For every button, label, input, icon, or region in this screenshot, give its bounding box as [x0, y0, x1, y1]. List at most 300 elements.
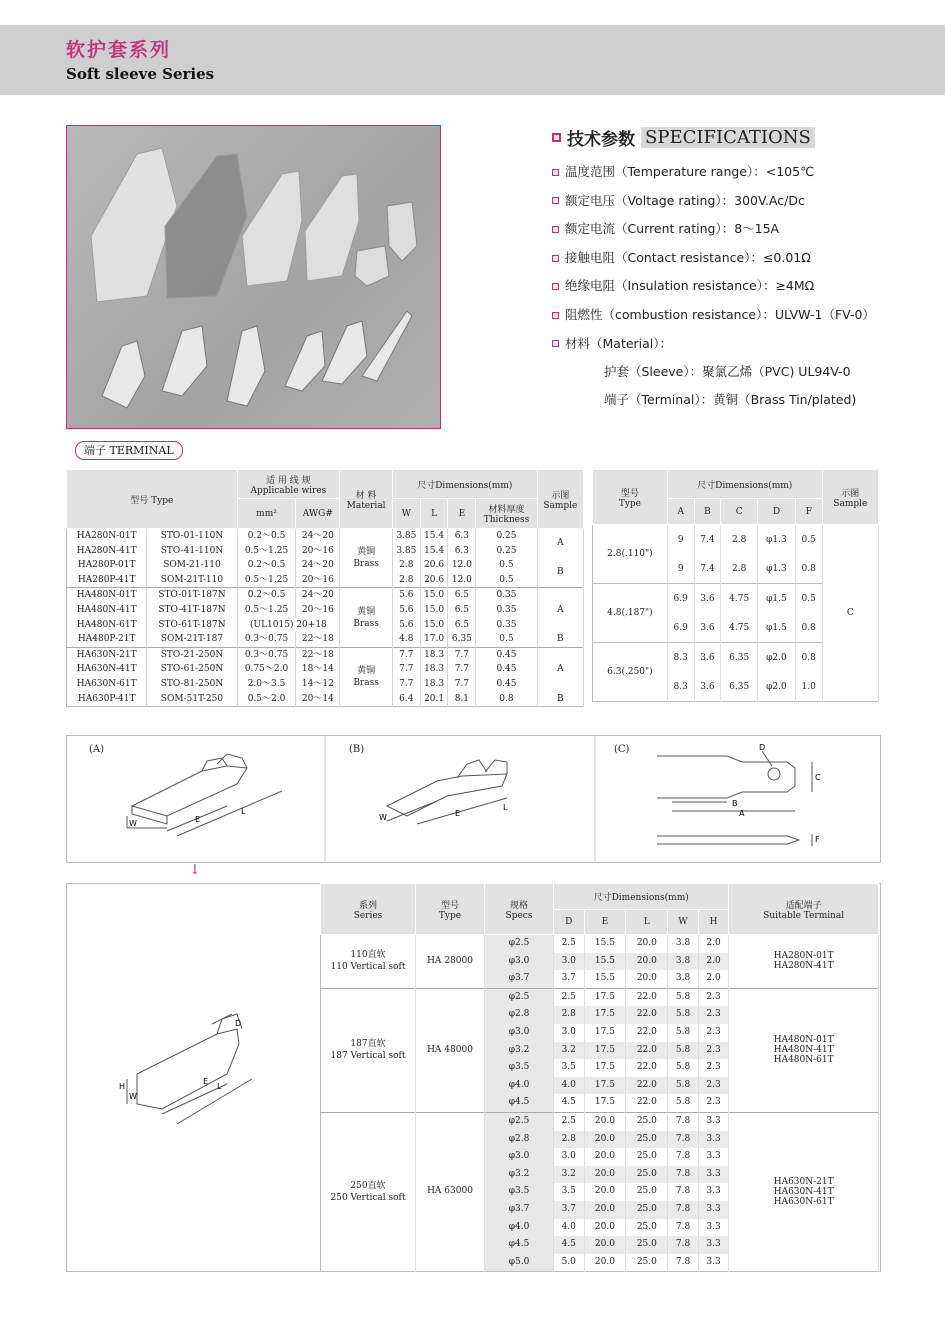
mat-en: Brass	[353, 677, 379, 688]
diagram-drawings	[67, 736, 880, 862]
cell-value: 3.3	[698, 1131, 729, 1149]
cell-value: 3.5	[554, 1183, 585, 1201]
cell-value: 2.3	[698, 1006, 729, 1024]
cell-e: 12.0	[448, 573, 476, 588]
cell-w: 5.6	[392, 603, 420, 618]
cell-value: 2.0	[698, 953, 729, 971]
cell-spec: φ3.2	[485, 1042, 554, 1060]
cell-thick: 0.5	[476, 632, 537, 647]
cell-series	[321, 988, 416, 1112]
cell-value: 3.3	[698, 1254, 729, 1272]
suitable-terminal: HA630N-21T	[773, 1177, 834, 1188]
cell-value: 3.2	[554, 1166, 585, 1184]
cell-value: 22.0	[626, 1024, 668, 1042]
cell-value: 2.3	[698, 1077, 729, 1095]
terminal-table-body	[67, 529, 584, 707]
cell-value: 0.8	[795, 613, 822, 643]
cell-value: 3.3	[698, 1166, 729, 1184]
cell-value: 2.5	[554, 935, 585, 953]
cell-value: 3.8	[668, 970, 699, 988]
table-row	[67, 603, 584, 618]
cell-value: 2.5	[554, 1112, 585, 1130]
th-thick-cn: 材料厚度	[488, 505, 525, 515]
th-sample-cn: 示图	[551, 490, 570, 501]
spec-item	[552, 244, 892, 273]
bullet-icon	[552, 133, 561, 142]
cell-type: HA 63000	[416, 1112, 485, 1271]
cell-value: 4.75	[721, 613, 758, 643]
cell-value: 25.0	[626, 1148, 668, 1166]
th-sample-en: Sample	[543, 500, 578, 511]
dim-l-label: L	[241, 807, 246, 816]
cell-part: HA480N-01T	[67, 588, 147, 603]
tab-terminal-table	[592, 469, 879, 702]
cell-value: 3.7	[554, 1201, 585, 1219]
cell-type: STO-61-250N	[147, 662, 237, 677]
cell-value: 3.3	[698, 1236, 729, 1254]
cell-l: 15.0	[420, 618, 448, 633]
cell-value: φ2.0	[758, 643, 796, 673]
cell-value: 3.0	[554, 953, 585, 971]
table-row	[67, 677, 584, 692]
cell-thick: 0.25	[476, 544, 537, 559]
cell-mm: 0.2～0.5	[237, 529, 296, 544]
cell-value: 2.3	[698, 1042, 729, 1060]
spec-title	[552, 125, 892, 150]
th-dim: 尺寸Dimensions(mm)	[417, 480, 513, 491]
spec-text: 材料（Material）：	[565, 335, 673, 351]
sleeve-drawing	[67, 884, 317, 1271]
cell-value: 17.5	[584, 1077, 626, 1095]
cell-value: 3.3	[698, 1201, 729, 1219]
title-en: Soft sleeve Series	[66, 65, 215, 83]
cell-type: STO-41-110N	[147, 544, 237, 559]
cell-awg: 20～16	[296, 544, 340, 559]
suitable-terminal: HA480N-61T	[773, 1055, 834, 1066]
cell-value: 20.0	[584, 1183, 626, 1201]
th-e: E	[458, 508, 466, 519]
cell-l: 18.3	[420, 647, 448, 662]
cell-l: 15.0	[420, 603, 448, 618]
cell-w: 2.8	[392, 558, 420, 573]
cell-spec: φ3.0	[485, 1148, 554, 1166]
cell-thick: 0.45	[476, 677, 537, 692]
cell-awg: 24～20	[296, 588, 340, 603]
spec-item	[552, 272, 892, 301]
spec-item	[552, 215, 892, 244]
dim-b-label: B	[732, 799, 738, 808]
th-f: F	[805, 506, 812, 517]
cell-value: 20.0	[626, 970, 668, 988]
cell-spec: φ2.5	[485, 935, 554, 953]
dim-h-label: H	[119, 1082, 126, 1091]
cell-type: STO-21-250N	[147, 647, 237, 662]
cell-awg: 22～18	[296, 647, 340, 662]
cell-value: 7.8	[668, 1112, 699, 1130]
cell-mm: 0.5～1.25	[237, 603, 296, 618]
cell-value: 17.5	[584, 1042, 626, 1060]
cell-type: SOM-21T-187	[147, 632, 237, 647]
th-type-cn: 型号	[440, 900, 459, 911]
cell-w: 7.7	[392, 677, 420, 692]
th-sample-cn: 示图	[841, 488, 860, 499]
th-suit-cn: 适配端子	[785, 900, 822, 911]
cell-value: 2.0	[698, 935, 729, 953]
cell-value: 3.8	[668, 953, 699, 971]
cell-value: 7.8	[668, 1148, 699, 1166]
cell-sample: A	[537, 647, 583, 691]
th-d: D	[565, 917, 573, 927]
cell-value: 20.0	[584, 1254, 626, 1272]
cell-value: 2.8	[721, 525, 758, 555]
cell-value: 7.8	[668, 1131, 699, 1149]
cell-w: 3.85	[392, 544, 420, 559]
cell-part: HA630N-41T	[67, 662, 147, 677]
cell-value: 4.0	[554, 1219, 585, 1237]
terminal-table	[66, 469, 584, 707]
cell-value: 22.0	[626, 1059, 668, 1077]
cell-l: 18.3	[420, 662, 448, 677]
cell-suitable	[729, 988, 879, 1112]
th-mat-en: Material	[346, 500, 386, 511]
cell-value: 3.7	[554, 970, 585, 988]
cell-value: 7.8	[668, 1219, 699, 1237]
cell-awg: 20～16	[296, 573, 340, 588]
cell-value: 9	[667, 525, 694, 555]
spec-terminal: 端子（Terminal）：黄铜（Brass Tin/plated)	[604, 392, 857, 408]
cell-type: 4.8(.187")	[593, 584, 668, 643]
table-row	[67, 662, 584, 677]
spec-sleeve: 护套（Sleeve）：聚氯乙烯（PVC) UL94V-0	[604, 364, 851, 380]
cell-mm: 0.75～2.0	[237, 662, 296, 677]
diagram-b-label: (B)	[349, 744, 365, 755]
cell-awg: 20～14	[296, 692, 340, 707]
cell-thick: 0.5	[476, 573, 537, 588]
cell-value: 0.5	[795, 525, 822, 555]
mat-cn: 黄铜	[357, 547, 376, 558]
spec-text: 绝缘电阻（Insulation resistance）：≥4MΩ	[565, 278, 815, 294]
arrow-down-icon: ↓	[189, 862, 201, 878]
cell-spec: φ2.8	[485, 1131, 554, 1149]
cell-value: 22.0	[626, 1094, 668, 1112]
cell-part: HA480N-61T	[67, 618, 147, 633]
cell-value: 3.3	[698, 1112, 729, 1130]
table-row	[67, 529, 584, 544]
cell-value: 25.0	[626, 1112, 668, 1130]
cell-series	[321, 935, 416, 989]
dim-d-label: D	[759, 743, 766, 752]
cell-part: HA630N-21T	[67, 647, 147, 662]
suitable-terminal: HA480N-41T	[773, 1045, 834, 1056]
cell-value: 5.8	[668, 1006, 699, 1024]
th-mm: mm²	[256, 508, 277, 519]
series-en: 110 Vertical soft	[330, 962, 406, 973]
th-thick-en: Thickness	[483, 515, 530, 525]
cell-sample: B	[537, 632, 583, 647]
cell-spec: φ3.5	[485, 1059, 554, 1077]
cell-value: 2.3	[698, 1059, 729, 1077]
cell-mm: 0.3～0.75	[237, 647, 296, 662]
series-cn: 110直软	[350, 950, 386, 961]
cell-value: 17.5	[584, 1006, 626, 1024]
cell-mm: 0.3～0.75	[237, 632, 296, 647]
cell-w: 5.6	[392, 588, 420, 603]
th-l: L	[643, 917, 650, 927]
cell-value: 2.8	[554, 1006, 585, 1024]
th-awg: AWG#	[302, 508, 333, 519]
spec-item	[552, 301, 892, 330]
cell-material	[340, 529, 393, 588]
cell-value: 7.8	[668, 1201, 699, 1219]
table-row	[321, 988, 879, 1006]
spec-item	[552, 330, 892, 359]
cell-value: 25.0	[626, 1166, 668, 1184]
cell-l: 15.0	[420, 588, 448, 603]
cell-value: 3.6	[694, 643, 721, 673]
product-photo-drawing	[67, 126, 440, 428]
cell-e: 6.3	[448, 544, 476, 559]
cell-value: 5.8	[668, 988, 699, 1006]
cell-type: HA 48000	[416, 988, 485, 1112]
product-photo	[66, 125, 441, 429]
th-type-cn: 型号	[620, 488, 639, 499]
dim-e-label: E	[455, 809, 461, 818]
cell-thick: 0.5	[476, 558, 537, 573]
cell-value: 7.8	[668, 1236, 699, 1254]
cell-sample: A	[537, 529, 583, 559]
bullet-icon	[552, 340, 559, 347]
cell-value: 7.8	[668, 1166, 699, 1184]
dim-d-label: D	[235, 1019, 242, 1028]
cell-value: 22.0	[626, 1042, 668, 1060]
cell-value: 3.0	[554, 1024, 585, 1042]
series-en: 250 Vertical soft	[330, 1193, 406, 1204]
cell-w: 5.6	[392, 618, 420, 633]
cell-l: 20.6	[420, 573, 448, 588]
th-type-en: Type	[438, 910, 462, 921]
cell-value: 0.8	[795, 643, 822, 673]
title-cn: 软护套系列	[66, 39, 172, 61]
cell-value: 2.5	[554, 988, 585, 1006]
cell-value: 9	[667, 554, 694, 584]
cell-part: HA630P-41T	[67, 692, 147, 707]
cell-part: HA280N-01T	[67, 529, 147, 544]
bullet-icon	[552, 283, 559, 290]
cell-part: HA480N-41T	[67, 603, 147, 618]
cell-l: 20.1	[420, 692, 448, 707]
table-row	[67, 588, 584, 603]
cell-awg: 24～20	[296, 558, 340, 573]
series-cn: 250直软	[350, 1181, 386, 1192]
bullet-icon	[552, 197, 559, 204]
spec-title-cn: 技术参数	[567, 130, 635, 150]
th-d: D	[772, 506, 781, 517]
dim-w-label: W	[129, 1092, 137, 1101]
cell-value: 6.35	[721, 672, 758, 702]
cell-value: 0.5	[795, 584, 822, 614]
cell-value: 20.0	[584, 1166, 626, 1184]
cell-sample: C	[822, 525, 878, 702]
suitable-terminal: HA480N-01T	[773, 1035, 834, 1046]
cell-value: 25.0	[626, 1131, 668, 1149]
spec-item	[552, 158, 892, 187]
cell-value: 6.9	[667, 584, 694, 614]
cell-e: 8.1	[448, 692, 476, 707]
terminal-tag: 端子 TERMINAL	[75, 441, 183, 460]
cell-sample: B	[537, 558, 583, 588]
cell-type: SOM-51T-250	[147, 692, 237, 707]
cell-value: φ1.3	[758, 554, 796, 584]
th-mat-cn: 材 料	[355, 490, 377, 501]
th-specs-cn: 规格	[509, 900, 528, 911]
cell-spec: φ5.0	[485, 1254, 554, 1272]
suitable-terminal: HA280N-41T	[773, 961, 834, 972]
cell-w: 7.7	[392, 662, 420, 677]
cell-e: 7.7	[448, 677, 476, 692]
spec-text: 阻燃性（combustion resistance）：ULVW-1（FV-0）	[565, 306, 875, 322]
cell-suitable	[729, 1112, 879, 1271]
cell-spec: φ4.5	[485, 1094, 554, 1112]
cell-value: 20.0	[584, 1148, 626, 1166]
cell-thick: 0.35	[476, 588, 537, 603]
cell-value: 3.6	[694, 672, 721, 702]
cell-value: 20.0	[584, 1131, 626, 1149]
table-row	[593, 525, 879, 555]
spec-text: 额定电压（Voltage rating）：300V.Ac/Dc	[565, 192, 805, 208]
cell-value: 7.8	[668, 1183, 699, 1201]
cell-type: STO-81-250N	[147, 677, 237, 692]
cell-w: 2.8	[392, 573, 420, 588]
cell-value: 1.0	[795, 672, 822, 702]
cell-awg: 22～18	[296, 632, 340, 647]
th-series-en: Series	[353, 910, 383, 921]
cell-value: 5.8	[668, 1094, 699, 1112]
cell-spec: φ2.5	[485, 988, 554, 1006]
cell-value: 22.0	[626, 1006, 668, 1024]
cell-mm: 0.5～1.25	[237, 544, 296, 559]
suitable-terminal: HA630N-41T	[773, 1187, 834, 1198]
cell-l: 20.6	[420, 558, 448, 573]
cell-value: 15.5	[584, 970, 626, 988]
cell-value: 25.0	[626, 1254, 668, 1272]
cell-spec: φ3.2	[485, 1166, 554, 1184]
cell-value: 25.0	[626, 1183, 668, 1201]
cell-spec: φ4.5	[485, 1236, 554, 1254]
cell-value: 20.0	[584, 1219, 626, 1237]
cell-value: 15.5	[584, 953, 626, 971]
cell-value: 20.0	[584, 1201, 626, 1219]
table-row	[67, 544, 584, 559]
cell-series	[321, 1112, 416, 1271]
cell-part: HA630N-61T	[67, 677, 147, 692]
bullet-icon	[552, 169, 559, 176]
cell-value: 0.8	[795, 554, 822, 584]
cell-value: 22.0	[626, 1077, 668, 1095]
bullet-icon	[552, 255, 559, 262]
cell-l: 17.0	[420, 632, 448, 647]
cell-value: 5.8	[668, 1024, 699, 1042]
dim-f-label: F	[815, 835, 820, 844]
cell-e: 6.5	[448, 588, 476, 603]
cell-spec: φ4.0	[485, 1219, 554, 1237]
cell-value: 3.6	[694, 584, 721, 614]
bullet-icon	[552, 226, 559, 233]
suitable-terminal: HA280N-01T	[773, 951, 834, 962]
series-en: 187 Vertical soft	[330, 1051, 406, 1062]
cell-value: 2.8	[554, 1131, 585, 1149]
th-a: A	[677, 506, 684, 517]
dim-w-label: W	[129, 819, 137, 828]
th-specs-en: Specs	[505, 910, 533, 921]
table-row	[67, 573, 584, 588]
table-row	[67, 618, 584, 633]
mat-cn: 黄铜	[357, 606, 376, 617]
dim-e-label: E	[203, 1077, 209, 1086]
cell-value: 7.4	[694, 525, 721, 555]
cell-material	[340, 588, 393, 647]
cell-value: 4.75	[721, 584, 758, 614]
cell-spec: φ3.7	[485, 970, 554, 988]
cell-w: 3.85	[392, 529, 420, 544]
mat-cn: 黄铜	[357, 665, 376, 676]
cell-spec: φ3.0	[485, 953, 554, 971]
spec-text: 额定电流（Current rating）：8～15A	[565, 221, 780, 237]
cell-value: 3.3	[698, 1219, 729, 1237]
cell-mm: 2.0～3.5	[237, 677, 296, 692]
diagram-panel	[66, 735, 881, 863]
table-row	[67, 632, 584, 647]
cell-value: 6.35	[721, 643, 758, 673]
cell-thick: 0.8	[476, 692, 537, 707]
cell-type: STO-01-110N	[147, 529, 237, 544]
cell-value: 7.8	[668, 1254, 699, 1272]
table-row	[67, 558, 584, 573]
cell-l: 15.4	[420, 544, 448, 559]
cell-value: 20.0	[626, 935, 668, 953]
th-suit-en: Suitable Terminal	[763, 910, 845, 921]
cell-w: 4.8	[392, 632, 420, 647]
cell-value: 8.3	[667, 643, 694, 673]
cell-type: 2.8(.110")	[593, 525, 668, 584]
th-dim: 尺寸Dimensions(mm)	[593, 893, 689, 903]
cell-e: 6.3	[448, 529, 476, 544]
cell-value: 6.9	[667, 613, 694, 643]
dim-c-label: C	[815, 773, 821, 782]
cell-value: 4.5	[554, 1236, 585, 1254]
th-l: L	[431, 508, 438, 519]
th-e: E	[601, 917, 609, 927]
cell-value: 7.4	[694, 554, 721, 584]
sleeve-table	[320, 883, 879, 1272]
cell-value: 3.5	[554, 1059, 585, 1077]
th-h: H	[709, 917, 718, 927]
table-row	[321, 1112, 879, 1130]
cell-value: 17.5	[584, 1024, 626, 1042]
cell-e: 6.5	[448, 618, 476, 633]
cell-value: 3.8	[668, 935, 699, 953]
cell-value: 15.5	[584, 935, 626, 953]
cell-value: 25.0	[626, 1201, 668, 1219]
page-header	[0, 25, 945, 95]
th-wires-cn: 适 用 线 规	[266, 475, 311, 486]
cell-wires: (UL1015) 20+18	[237, 618, 340, 633]
cell-value: 3.3	[698, 1183, 729, 1201]
cell-value: 17.5	[584, 1059, 626, 1077]
cell-e: 7.7	[448, 662, 476, 677]
th-w: W	[678, 917, 688, 927]
cell-thick: 0.35	[476, 618, 537, 633]
table-row	[321, 935, 879, 953]
